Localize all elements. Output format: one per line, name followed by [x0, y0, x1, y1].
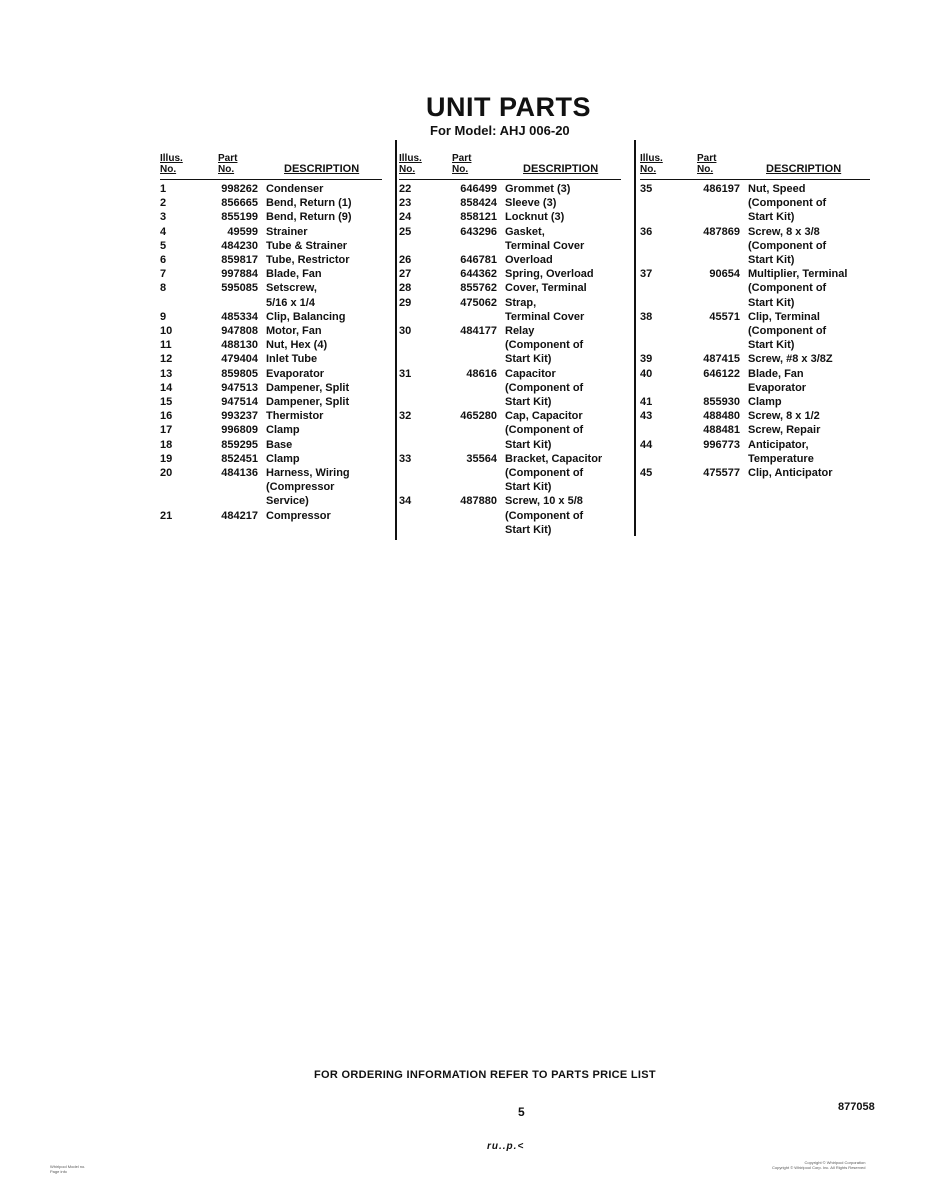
part-description: Nut, Speed (Component of Start Kit): [748, 183, 827, 224]
parts-row: [640, 466, 870, 480]
part-number: 858121: [460, 211, 497, 224]
part-description: Thermistor: [266, 410, 324, 423]
parts-row: [160, 509, 382, 523]
model-subtitle: For Model: AHJ 006-20: [430, 123, 570, 138]
part-number: 48616: [466, 367, 497, 380]
parts-row: [160, 196, 382, 210]
part-description: Clip, Anticipator: [748, 467, 833, 480]
part-number: 485334: [221, 310, 258, 323]
parts-row: [160, 310, 382, 324]
parts-column-2: [399, 143, 621, 537]
part-number: 479404: [221, 353, 258, 366]
part-number: 465280: [460, 410, 497, 423]
part-description: Screw, 8 x 1/2: [748, 410, 820, 423]
column-header: [399, 143, 621, 177]
parts-row: [399, 452, 621, 495]
part-description: Grommet (3): [505, 183, 571, 195]
part-number: 595085: [221, 282, 258, 295]
illus-number: 43: [640, 410, 653, 423]
illus-number: 37: [640, 268, 653, 281]
part-description: Evaporator: [266, 367, 325, 380]
part-number: 998262: [221, 183, 258, 195]
part-description: Bend, Return (9): [266, 211, 352, 224]
header-rule: [160, 179, 382, 180]
illus-number: 38: [640, 310, 653, 323]
column-header: [160, 143, 382, 177]
part-number: 488481: [703, 424, 740, 437]
part-number: 484217: [221, 509, 258, 522]
parts-row: [160, 452, 382, 466]
illus-number: 18: [160, 438, 173, 451]
part-number: 859817: [221, 254, 258, 267]
part-number: 475577: [703, 467, 740, 480]
part-description: Screw, 10 x 5/8 (Component of Start Kit): [505, 495, 584, 536]
ordering-info-note: FOR ORDERING INFORMATION REFER TO PARTS PRICE LIST: [314, 1069, 656, 1081]
illus-number: 2: [160, 197, 167, 210]
illus-number: 44: [640, 438, 653, 451]
header-part-no: Part No.: [697, 153, 717, 175]
illus-number: 1: [160, 183, 167, 195]
part-description: Tube & Strainer: [266, 239, 348, 252]
parts-row: [399, 494, 621, 537]
illus-number: 23: [399, 197, 412, 210]
parts-row: [640, 225, 870, 268]
parts-row: [399, 196, 621, 210]
illus-number: 7: [160, 268, 167, 281]
illus-number: 31: [399, 367, 412, 380]
part-number: 484177: [460, 325, 497, 338]
illus-number: 4: [160, 225, 167, 238]
part-description: Nut, Hex (4): [266, 339, 328, 352]
part-number: 488480: [703, 410, 740, 423]
part-number: 487415: [703, 353, 740, 366]
illus-number: 5: [160, 239, 167, 252]
parts-row: [160, 395, 382, 409]
part-number: 856665: [221, 197, 258, 210]
header-part-no: Part No.: [452, 153, 472, 175]
illus-number: 17: [160, 424, 173, 437]
illus-number: 11: [160, 339, 172, 352]
parts-row: [640, 423, 870, 437]
illus-number: 36: [640, 225, 653, 238]
parts-row: [160, 182, 382, 196]
parts-row: [160, 338, 382, 352]
illus-number: 10: [160, 325, 173, 338]
part-number: 643296: [460, 225, 497, 238]
parts-row: [160, 210, 382, 224]
part-description: Screw, #8 x 3/8Z: [748, 353, 833, 366]
illus-number: 33: [399, 452, 412, 465]
part-description: Bend, Return (1): [266, 197, 352, 210]
parts-row: [640, 310, 870, 353]
part-description: Motor, Fan: [266, 325, 322, 338]
illus-number: 22: [399, 183, 412, 195]
illus-number: 15: [160, 396, 173, 409]
part-description: Gasket, Terminal Cover: [505, 225, 585, 252]
header-rule: [399, 179, 621, 180]
parts-row: [160, 225, 382, 239]
part-description: Overload: [505, 254, 553, 267]
page-title: UNIT PARTS: [426, 92, 591, 122]
part-number: 852451: [221, 452, 258, 465]
part-number: 646499: [460, 183, 497, 195]
parts-row: [399, 210, 621, 224]
illus-number: 34: [399, 495, 412, 508]
parts-row: [399, 409, 621, 452]
parts-row: [399, 367, 621, 410]
illus-number: 14: [160, 381, 173, 394]
illus-number: 35: [640, 183, 653, 195]
parts-row: [160, 409, 382, 423]
part-number: 996809: [221, 424, 258, 437]
parts-column-1: [160, 143, 382, 523]
part-description: Dampener, Split: [266, 396, 350, 409]
illus-number: 21: [160, 509, 173, 522]
part-number: 90654: [709, 268, 740, 281]
part-description: Compressor: [266, 509, 331, 522]
part-number: 484136: [221, 467, 258, 480]
part-number: 488130: [221, 339, 258, 352]
illus-number: 30: [399, 325, 412, 338]
part-description: Screw, Repair: [748, 424, 821, 437]
parts-row: [399, 281, 621, 295]
illus-number: 24: [399, 211, 412, 224]
parts-row: [399, 296, 621, 324]
part-description: Anticipator, Temperature: [748, 438, 814, 465]
part-description: Spring, Overload: [505, 268, 594, 281]
part-number: 947808: [221, 325, 258, 338]
part-description: Strap, Terminal Cover: [505, 296, 585, 323]
parts-row: [399, 182, 621, 196]
part-number: 49599: [227, 225, 258, 238]
parts-row: [160, 381, 382, 395]
part-description: Locknut (3): [505, 211, 565, 224]
part-number: 859295: [221, 438, 258, 451]
header-rule: [640, 179, 870, 180]
illus-number: 9: [160, 310, 167, 323]
illus-number: 19: [160, 452, 173, 465]
parts-row: [399, 253, 621, 267]
fine-print-left: Whirlpool Model no. Page info: [50, 1164, 86, 1174]
part-description: Capacitor (Component of Start Kit): [505, 367, 584, 409]
illus-number: 27: [399, 268, 412, 281]
parts-row: [160, 281, 382, 309]
illus-number: 12: [160, 353, 173, 366]
parts-row: [160, 423, 382, 437]
part-number: 45571: [709, 310, 740, 323]
part-number: 35564: [466, 452, 497, 465]
parts-row: [640, 367, 870, 395]
illus-number: 29: [399, 296, 412, 309]
part-description: Clamp: [266, 452, 300, 465]
part-number: 947513: [221, 381, 258, 394]
header-illus-no: Illus. No.: [399, 153, 422, 175]
part-description: Multiplier, Terminal (Component of Start Kit): [748, 268, 848, 309]
illus-number: 25: [399, 225, 412, 238]
parts-row: [640, 409, 870, 423]
part-description: Setscrew, 5/16 x 1/4: [266, 282, 317, 309]
part-number: 997884: [221, 268, 258, 281]
part-number: 484230: [221, 239, 258, 252]
column-divider: [634, 140, 636, 536]
parts-row: [160, 352, 382, 366]
parts-row: [399, 267, 621, 281]
illus-number: 3: [160, 211, 167, 224]
parts-row: [160, 253, 382, 267]
parts-row: [640, 438, 870, 466]
part-description: Harness, Wiring (Compressor Service): [266, 467, 350, 508]
parts-list: [160, 182, 382, 523]
part-number: 855930: [703, 396, 740, 409]
part-number: 486197: [703, 183, 740, 195]
part-description: Condenser: [266, 183, 324, 195]
parts-row: [640, 395, 870, 409]
part-number: 859805: [221, 367, 258, 380]
part-number: 947514: [221, 396, 258, 409]
part-number: 996773: [703, 438, 740, 451]
header-description: DESCRIPTION: [523, 163, 599, 175]
header-part-no: Part No.: [218, 153, 238, 175]
handwritten-mark: ru..p.<: [487, 1141, 525, 1152]
illus-number: 8: [160, 282, 167, 295]
fine-print-right: Copyright © Whirlpool Corporation Copyright © Whirlpool Corp. Inc. All Rights Reserved: [772, 1160, 866, 1170]
part-description: Relay (Component of Start Kit): [505, 325, 584, 366]
part-number: 646781: [460, 254, 497, 267]
illus-number: 20: [160, 467, 173, 480]
part-description: Blade, Fan Evaporator: [748, 367, 807, 394]
parts-row: [640, 267, 870, 310]
part-number: 487869: [703, 225, 740, 238]
illus-number: 26: [399, 254, 412, 267]
parts-list: [399, 182, 621, 537]
illus-number: 16: [160, 410, 173, 423]
part-description: Cap, Capacitor (Component of Start Kit): [505, 410, 584, 451]
part-number: 855762: [460, 282, 497, 295]
part-number: 855199: [221, 211, 258, 224]
parts-row: [160, 324, 382, 338]
header-description: DESCRIPTION: [766, 163, 842, 175]
part-number: 646122: [703, 367, 740, 380]
parts-list: [640, 182, 870, 480]
illus-number: 40: [640, 367, 653, 380]
parts-row: [160, 367, 382, 381]
part-description: Clamp: [748, 396, 782, 409]
part-description: Screw, 8 x 3/8 (Component of Start Kit): [748, 225, 827, 267]
part-description: Clamp: [266, 424, 300, 437]
illus-number: 41: [640, 396, 653, 409]
parts-row: [640, 352, 870, 366]
illus-number: 39: [640, 353, 653, 366]
part-number: 475062: [460, 296, 497, 309]
parts-row: [160, 438, 382, 452]
part-number: 487880: [460, 495, 497, 508]
header-description: DESCRIPTION: [284, 163, 360, 175]
column-header: [640, 143, 870, 177]
part-number: 993237: [221, 410, 258, 423]
document-number: 877058: [838, 1101, 875, 1113]
parts-row: [160, 267, 382, 281]
parts-row: [399, 324, 621, 367]
header-illus-no: Illus. No.: [160, 153, 183, 175]
part-description: Dampener, Split: [266, 381, 350, 394]
part-description: Tube, Restrictor: [266, 254, 350, 267]
part-number: 858424: [460, 197, 497, 210]
illus-number: 45: [640, 467, 653, 480]
parts-row: [399, 225, 621, 253]
part-description: Base: [266, 438, 293, 451]
part-description: Clip, Terminal (Component of Start Kit): [748, 310, 827, 352]
parts-row: [160, 466, 382, 509]
part-description: Bracket, Capacitor (Component of Start Kit): [505, 452, 603, 494]
part-description: Sleeve (3): [505, 197, 557, 210]
part-description: Cover, Terminal: [505, 282, 587, 295]
column-divider: [395, 140, 397, 540]
parts-row: [640, 182, 870, 225]
part-description: Blade, Fan: [266, 268, 322, 281]
parts-column-3: [640, 143, 870, 480]
part-description: Clip, Balancing: [266, 310, 346, 323]
illus-number: 6: [160, 254, 167, 267]
parts-row: [160, 239, 382, 253]
header-illus-no: Illus. No.: [640, 153, 663, 175]
illus-number: 13: [160, 367, 173, 380]
illus-number: 28: [399, 282, 412, 295]
part-number: 644362: [460, 268, 497, 281]
page-number: 5: [518, 1105, 525, 1119]
part-description: Inlet Tube: [266, 353, 318, 366]
illus-number: 32: [399, 410, 412, 423]
part-description: Strainer: [266, 225, 308, 238]
